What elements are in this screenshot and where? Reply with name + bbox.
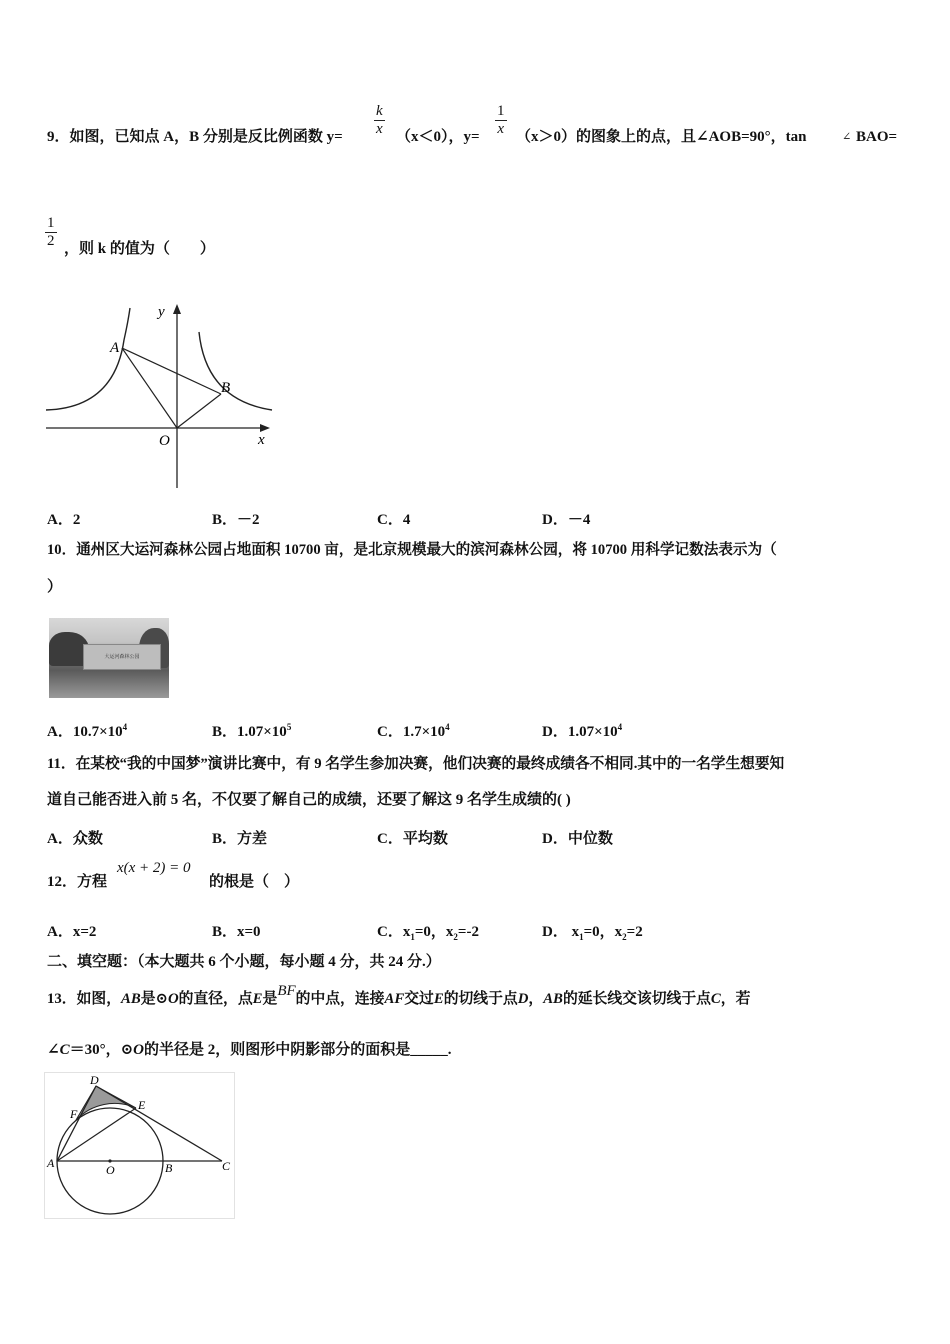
point-O-label: O [159, 433, 170, 449]
q9-stem-line2: ，则 k 的值为（ ） [64, 241, 215, 257]
q12-option-c: C．$x_1=0$，$x_2=-2$ [377, 924, 479, 942]
q9-stem-line1b: （x＜0），y= [396, 129, 480, 145]
figure-border [45, 1073, 235, 1219]
photo-ground [49, 670, 169, 698]
point-C-label: C [222, 1159, 231, 1173]
q13-stem-line2: ∠C＝30°，⊙O的半径是 2，则图形中阴影部分的面积是_____. [47, 1042, 452, 1058]
point-E-label: E [138, 1098, 146, 1112]
q9-option-d: D．－4 [542, 512, 591, 528]
q9-figure-hyperbola [44, 300, 274, 490]
q9-option-a: A．2 [47, 512, 81, 528]
q10-stem-line1: 10．通州区大运河森林公园占地面积 10700 亩，是北京规模最大的滨河森林公园，将 10700 用科学记数法表示为（ [47, 542, 777, 558]
q11-option-d: D．中位数 [542, 831, 613, 847]
point-B-label: B [165, 1161, 173, 1175]
q11-option-a: A．众数 [47, 831, 103, 847]
q11-option-c: C．平均数 [377, 831, 448, 847]
y-axis-arrow [173, 304, 181, 314]
segment-AB [122, 348, 221, 394]
tangent-DC [96, 1086, 222, 1161]
q9-fraction-1-over-x: $\frac{1}{x}$ [497, 103, 505, 137]
x-axis-arrow [260, 424, 270, 432]
q13-stem-line1: 13．如图，AB是⊙O的直径，点E是BF的中点，连接AF交过E的切线于点D，AB的延长线交该切线于点C，若 [47, 983, 751, 1007]
q12-equation: x(x + 2) = 0 [117, 860, 191, 876]
q9-fraction-1-over-2: $\frac{1}{2}$ [47, 215, 55, 249]
q11-option-b: B．方差 [212, 831, 268, 847]
q10-option-c: C．$1.7\times 10^4$ [377, 722, 450, 740]
q9-option-c: C．4 [377, 512, 411, 528]
y-axis-label: y [158, 304, 165, 320]
x-axis-label: x [258, 432, 265, 448]
q10-option-d: D．$1.07\times 10^4$ [542, 722, 623, 740]
q10-option-b: B．$1.07\times 10^5$ [212, 722, 292, 740]
q9-stem-line1a: 9．如图，已知点 A，B 分别是反比例函数 y= [47, 129, 343, 145]
segment-AD [57, 1086, 96, 1161]
q10-option-a: A．$10.7\times 10^4$ [47, 722, 128, 740]
point-O-label: O [106, 1163, 115, 1177]
point-B-label: B [221, 380, 231, 396]
section-2-title: 二、填空题：（本大题共 6 个小题，每小题 4 分，共 24 分.） [47, 954, 441, 970]
point-A-label: A [110, 340, 120, 356]
left-hyperbola-branch [46, 308, 130, 410]
photo-stone-sign: 大运河森林公园 [83, 644, 161, 670]
segment-AE [57, 1108, 136, 1161]
segment-OB [177, 394, 221, 428]
segment-AO [122, 348, 177, 428]
q12-stem-prefix: 12．方程 [47, 874, 108, 890]
q12-option-a: A．x=2 [47, 924, 97, 940]
q9-angle-symbol: ∠ [842, 131, 852, 143]
point-D-label: D [90, 1073, 99, 1087]
q10-stem-line2: ） [47, 579, 63, 595]
q12-option-b: B．x=0 [212, 924, 261, 940]
q9-stem-line1d: BAO= [856, 129, 898, 145]
q11-stem-line1: 11．在某校“我的中国梦”演讲比赛中，有 9 名学生参加决赛，他们决赛的最终成绩各不相同.其中的一名学生想要知 [47, 756, 785, 772]
q13-figure-circle-tangent [44, 1072, 236, 1220]
point-F-label: F [70, 1107, 78, 1121]
q12-option-d: D． $x_1=0$，$x_2=2$ [542, 924, 643, 942]
point-A-label: A [47, 1156, 55, 1170]
q11-stem-line2: 道自己能否进入前 5 名，不仅要了解自己的成绩，还要了解这 9 名学生成绩的( ) [47, 792, 571, 808]
q9-option-b: B．－2 [212, 512, 260, 528]
right-hyperbola-branch [199, 332, 272, 410]
q9-stem-line1c: （x＞0）的图象上的点，且∠AOB=90°，tan [516, 129, 807, 145]
q9-fraction-k-over-x: $\frac{k}{x}$ [376, 103, 383, 137]
q12-stem-suffix: 的根是（ ） [209, 874, 300, 890]
q10-park-photo [49, 618, 169, 698]
